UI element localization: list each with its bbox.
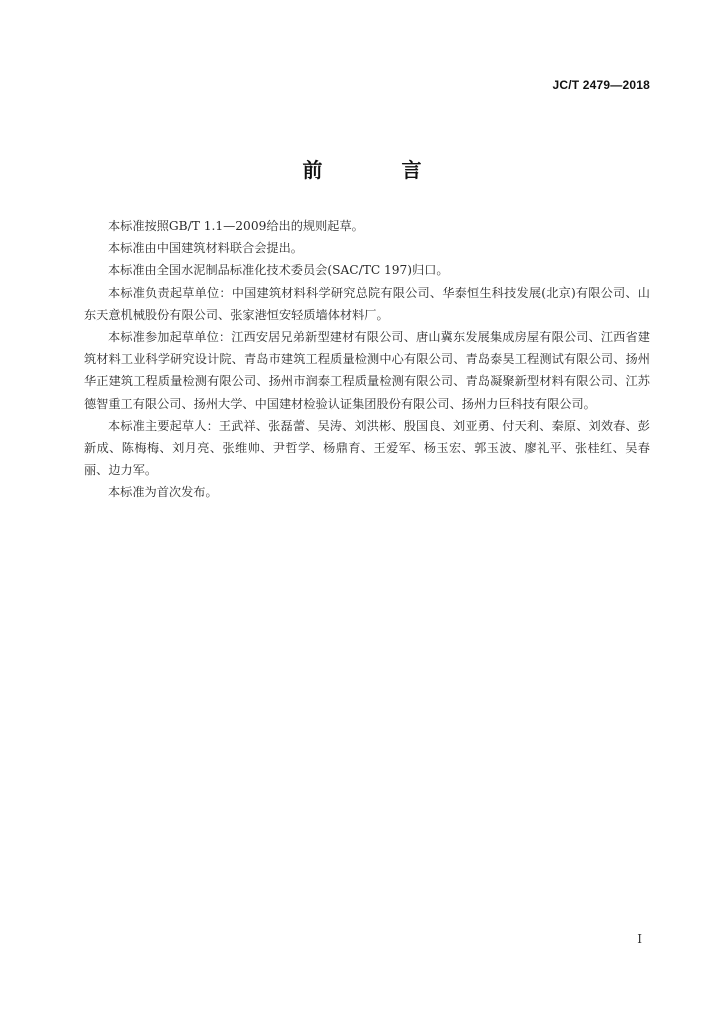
page-title: 前 言: [302, 158, 458, 182]
paragraph-centralized-by: 本标准由全国水泥制品标准化技术委员会(SAC/TC 197)归口。: [108, 263, 449, 278]
foreword-body: [84, 215, 650, 504]
paragraph-first-release: 本标准为首次发布。: [108, 485, 218, 500]
paragraph-proposer: 本标准由中国建筑材料联合会提出。: [108, 241, 303, 256]
standard-code: JC/T 2479—2018: [552, 78, 650, 92]
paragraph-drafting-rules: 本标准按照GB/T 1.1—2009给出的规则起草。: [108, 219, 364, 233]
paragraph-participating-drafters: 本标准参加起草单位：江西安居兄弟新型建材有限公司、唐山冀东发展集成房屋有限公司、江西省建筑材料工业科学研究设计院、青岛市建筑工程质量检测中心有限公司、青岛泰昊工程测试有限公司、扬州华正建筑工程质量检测有限公司、扬州市润泰工程质量检测有限公司、青岛凝聚新型材料有限公司、江苏德智重工有限公司、扬州大学、中国建材检验认证集团股份有限公司、扬州力巨科技有限公司。: [84, 330, 650, 411]
page-number: I: [637, 932, 642, 946]
paragraph-responsible-drafters: 本标准负责起草单位：中国建筑材料科学研究总院有限公司、华泰恒生科技发展(北京)有限公司、山东天意机械股份有限公司、张家港恒安轻质墙体材料厂。: [84, 285, 650, 322]
paragraph-main-drafters: 本标准主要起草人：王武祥、张磊蕾、吴涛、刘洪彬、殷国良、刘亚勇、付天利、秦原、刘效春、彭新成、陈梅梅、刘月亮、张维帅、尹哲学、杨鼎育、王爱军、杨玉宏、郭玉波、廖礼平、张桂红、吴春丽、边力军。: [84, 418, 650, 478]
